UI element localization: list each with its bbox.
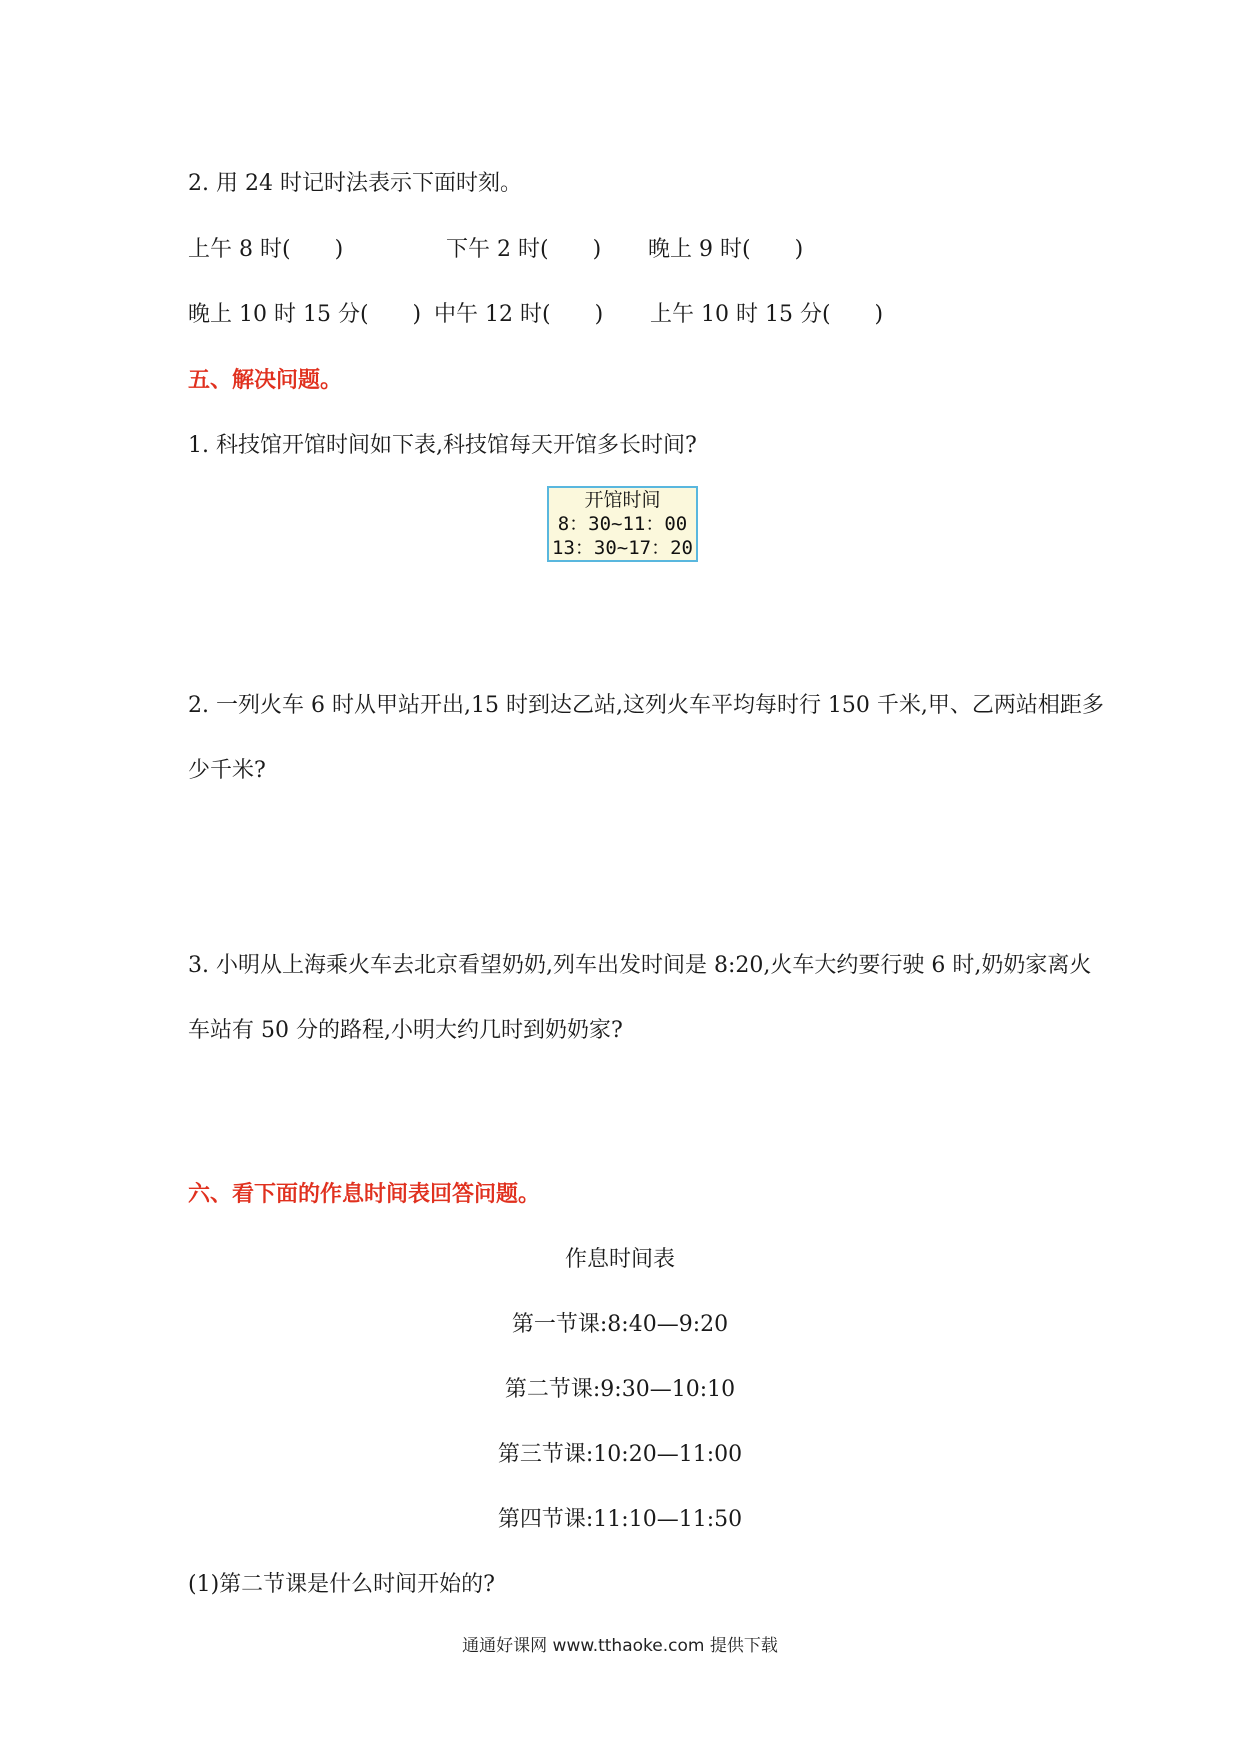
q2-intro: 2. 用 24 时记时法表示下面时刻。 [188, 171, 522, 196]
time-item: 上午 10 时 15 分( ) [650, 302, 884, 327]
time-item: 晚上 9 时( ) [648, 237, 804, 262]
time-item: 上午 8 时( ) [188, 237, 344, 262]
opening-hours-row: 13：30~17：20 [552, 537, 693, 559]
opening-hours-row: 8：30~11：00 [557, 513, 688, 535]
opening-hours-title: 开馆时间 [584, 489, 661, 511]
section6-q1: (1)第二节课是什么时间开始的? [188, 1572, 495, 1597]
time-item: 中午 12 时( ) [434, 302, 604, 327]
footer-text: 通通好课网 www.tthaoke.com 提供下载 [462, 1636, 778, 1656]
schedule-item: 第二节课:9:30—10:10 [504, 1377, 736, 1402]
section5-q3-line2: 车站有 50 分的路程,小明大约几时到奶奶家? [188, 1018, 623, 1043]
section5-q2-line1: 2. 一列火车 6 时从甲站开出,15 时到达乙站,这列火车平均每时行 150 千米,甲、乙两站相距多 [188, 693, 1104, 718]
section5-heading: 五、解决问题。 [188, 367, 343, 393]
section6-heading: 六、看下面的作息时间表回答问题。 [188, 1181, 541, 1207]
time-item: 下午 2 时( ) [446, 237, 602, 262]
schedule-item: 第四节课:11:10—11:50 [497, 1507, 743, 1532]
schedule-item: 第三节课:10:20—11:00 [497, 1442, 743, 1467]
schedule-item: 第一节课:8:40—9:20 [511, 1312, 729, 1337]
section5-q2-line2: 少千米? [188, 758, 266, 783]
schedule-title: 作息时间表 [564, 1247, 675, 1272]
section5-q3-line1: 3. 小明从上海乘火车去北京看望奶奶,列车出发时间是 8:20,火车大约要行驶 6 时,奶奶家离火 [188, 953, 1092, 978]
opening-hours-table [547, 486, 698, 562]
section5-q1: 1. 科技馆开馆时间如下表,科技馆每天开馆多长时间? [188, 433, 697, 458]
time-item: 晚上 10 时 15 分( ) [188, 302, 422, 327]
